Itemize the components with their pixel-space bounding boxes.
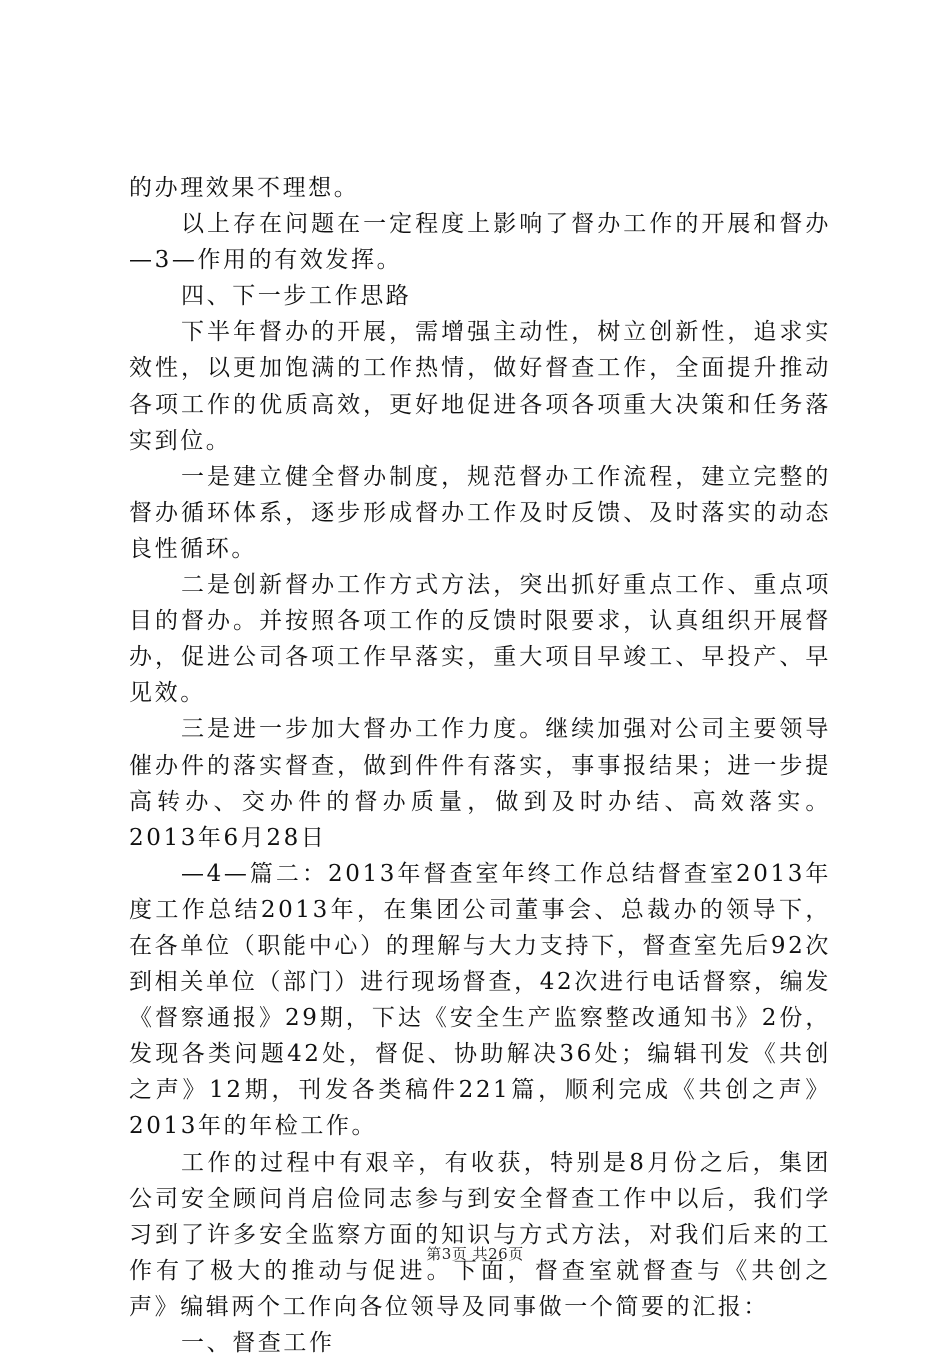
page-footer [0, 1244, 950, 1264]
paragraph-5: 一是建立健全督办制度，规范督办工作流程，建立完整的督办循环体系，逐步形成督办工作及时反馈、及时落实的动态良性循环。 [129, 463, 831, 562]
paragraph-4: 下半年督办的开展，需增强主动性，树立创新性，追求实效性，以更加饱满的工作热情，做好督查工作，全面提升推动各项工作的优质高效，更好地促进各项各项重大决策和任务落实到位。 [129, 319, 831, 454]
paragraph-8: —4—篇二：2013年督查室年终工作总结督查室2013年度工作总结2013年，在集团公司董事会、总裁办的领导下，在各单位（职能中心）的理解与大力支持下，督查室先后92次到相关单位（部门）进行现场督查，42次进行电话督察，编发《督察通报》29期，下达《安全生产监察整改通知书》2份，发现各类问题42处，督促、协助解决36处；编辑刊发《共创之声》12期，刊发各类稿件221篇，顺利完成《共创之声》2013年的年检工作。 [129, 860, 831, 1140]
paragraph-1: 的办理效果不理想。 [129, 175, 360, 201]
document-body [129, 170, 831, 1361]
page-number-label: 第3页 共26页 [426, 1245, 524, 1263]
paragraph-2: 以上存在问题在一定程度上影响了督办工作的开展和督办—3—作用的有效发挥。 [129, 211, 831, 274]
paragraph-9: 工作的过程中有艰辛，有收获，特别是8月份之后，集团公司安全顾问肖启俭同志参与到安全督查工作中以后，我们学习到了许多安全监察方面的知识与方式方法，对我们后来的工作有了极大的推动与促进。下面，督查室就督查与《共创之声》编辑两个工作向各位领导及同事做一个简要的汇报： [129, 1149, 831, 1320]
section-heading-next-steps: 四、下一步工作思路 [181, 283, 412, 310]
paragraph-6: 二是创新督办工作方式方法，突出抓好重点工作、重点项目的督办。并按照各项工作的反馈时限要求，认真组织开展督办，促进公司各项工作早落实，重大项目早竣工、早投产、早见效。 [129, 572, 831, 707]
section-heading-supervision: 一、督查工作 [181, 1330, 335, 1356]
paragraph-7: 三是进一步加大督办工作力度。继续加强对公司主要领导催办件的落实督查，做到件件有落实，事事报结果；进一步提高转办、交办件的督办质量，做到及时办结、高效落实。2013年6月28日 [129, 716, 831, 851]
